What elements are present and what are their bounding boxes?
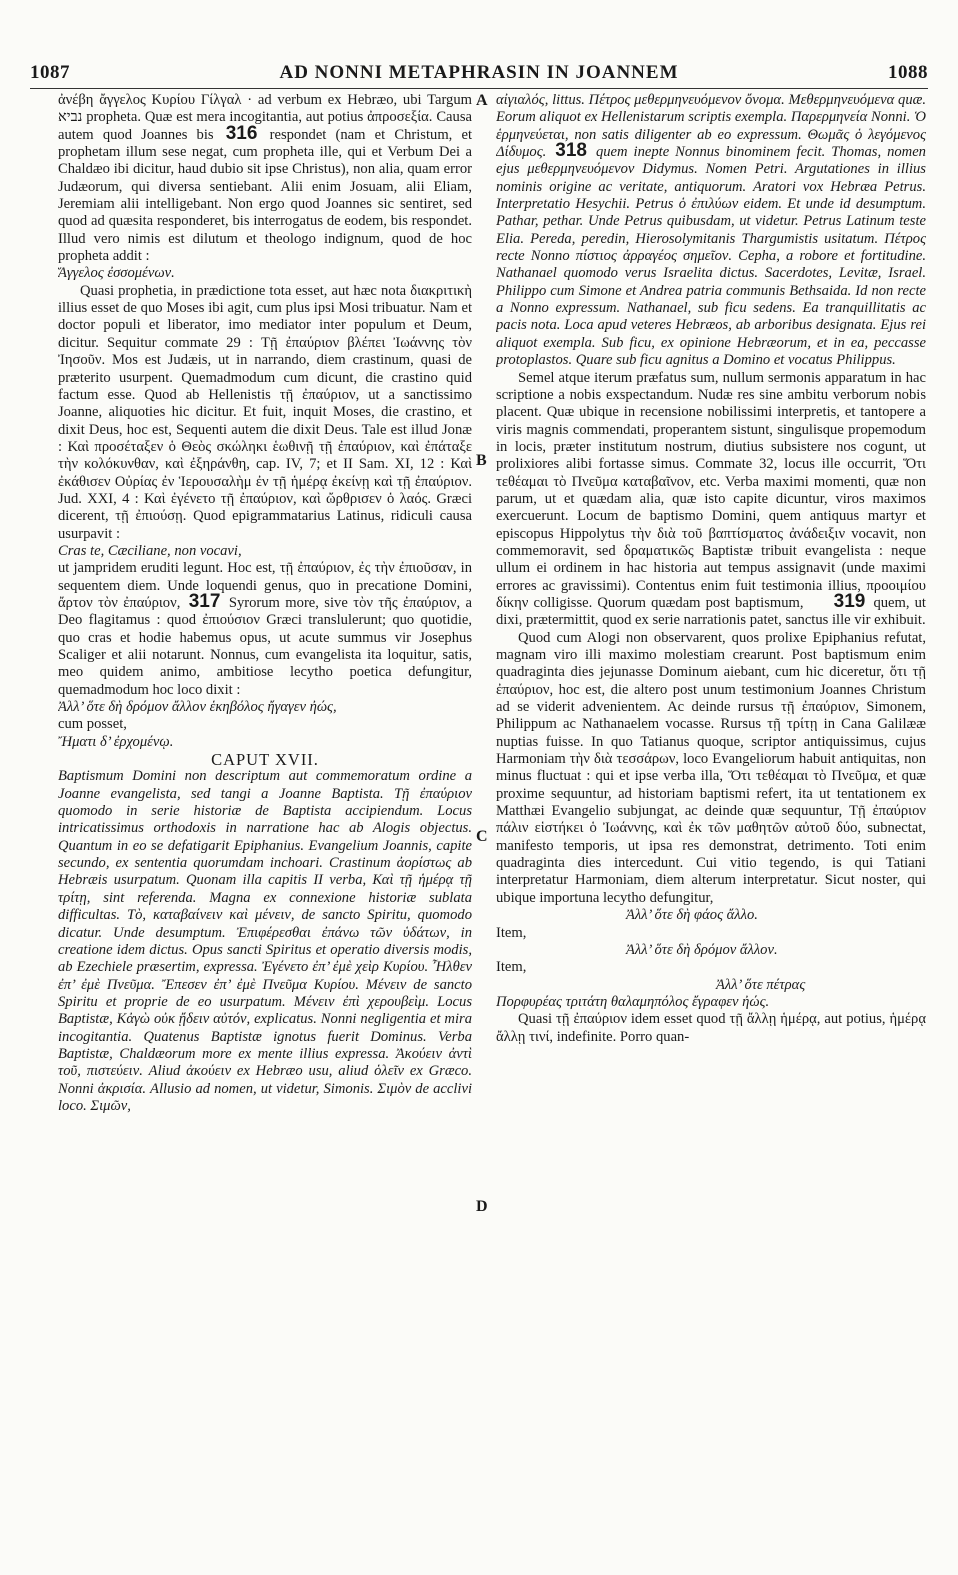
column-number-317: 317 — [188, 590, 221, 612]
left-verse-3: Ἀλλ’ ὅτε δὴ δρόμον ἄλλον ἑκηβόλος ἤγαγεν ἠώς, — [58, 699, 337, 716]
header-rule — [30, 88, 928, 89]
margin-mark-d: D — [476, 1198, 488, 1215]
running-title: AD NONNI METAPHRASIN IN JOANNEM — [279, 62, 679, 83]
right-p1-text: Semel atque iterum præfatus sum, nullum sermonis apparatum in hac scriptione a nobis exspectandum. Nudæ res sine ambitu verborum nobis placent. Quæ ubique in recensione nobilissimi interpretis, et tantopere a viris magnis commendati, properantem sistunt, singulisque propemodum in locis, præter institutum nostrum, diutius subsistere nos cogunt, ut prolixiores alibi fortasse simus. Commate 32, locus ille occurrit, Ὅτι τεθέαμαι τὸ Πνεῦμα καταβαῖνον, etc. Verba maximi momenti, quæ non parum, ut et quædam alia, quæ isto capite dicuntur, viros maximos exercuerunt. Locum de baptismo Domini, quem antiquus martyr et episcopus Hippolytus τὴν διὰ τοῦ βαπτίσματος ἀνάδειξιν vocavit, non commemoravit, sed δραματικῶς Baptistæ tribuit evangelista : neque ullum ei ordinem in hac historia aut tempus assignavit (unde maximi errores ac gravissimi). Contentus enim fuit testimonia illius, προοιμίου δίκην colligisse. Quorum quædam post baptismum, — [496, 369, 926, 611]
running-header — [30, 62, 928, 86]
right-item-1: Item, — [496, 924, 527, 941]
left-paragraph-2: Quasi prophetia, in prædictione tota esset, aut hæc nota διακριτικὴ illius esset de quo Moses ibi agit, cum plus ipsi Mosi tribuatur. Nam et doctor populi et liberator, imo mediator inter populum et Deum, dicitur. Sequitur commate 29 : Τῇ ἐπαύριον βλέπει Ἰωάννης τὸν Ἰησοῦν. Mos est Judæis, ut in narrando, diem crastinum, quasi de præterito usurpent. Quemadmodum cum dicunt, die crastino quid factum esse. Quod ab Hellenistis τῇ ἐπαύριον, ut a sanctissimo Joanne, aliquoties hic dicitur. Et fuit, inquit Moses, die crastino, et dixit Deus, hoc est, Sequenti autem die dixit Deus. Tale est illud Jonæ : Καὶ προσέταξεν ὁ Θεὸς σκώληκι ἑωθινῇ τῇ ἐπαύριον, καὶ ἐπάταξε τὴν κολόκυνθαν, καὶ ἐξηράνθη, cap. IV, 7; et II Sam. XI, 12 : Καὶ ἐκάθισεν Οὐρίας ἐν Ἱερουσαλὴμ ἐν τῇ ἡμέρᾳ ἐκείνῃ καὶ τῇ ἐπαύριον. Jud. XXI, 4 : Καὶ ἐγένετο τῇ ἐπαύριον, καὶ ὤρθρισεν ὁ λαός. Græci dicerent, τῇ ἐπιούσῃ. Quod epigrammatarius Latinus, ridiculi causa usurpavit : — [58, 282, 472, 542]
left-paragraph-3 — [58, 560, 472, 699]
column-number-316: 316 — [225, 122, 258, 144]
left-verse-4: Ἤματι δ’ ἐρχομένῳ. — [58, 733, 174, 750]
right-verse-1: Ἀλλ’ ὅτε δὴ φάος ἄλλο. — [626, 907, 758, 924]
right-paragraph-2: Quod cum Alogi non observarent, quos prolixe Epiphanius refutat, magnam viro illi maximo molestiam crearunt. Post baptismum enim quadraginta dies jejunasse Dominum aiebant, cum hic diceretur, ὅτι τῇ ἐπαύριον, hoc est, die altero post unum testimonium Joannes Christum ad se viderit advenientem. Ac deinde rursus τῇ ἐπαύριον, Simonem, Philippum ac Nathanaelem vocasse. Rursus τῇ τρίτῃ in Cana Galilææ nuptias fuisse. In quo Tatianus quoque, scriptor antiquissimus, cujus Harmoniam τὴν διὰ τεσσάρων, loco Evangeliorum habuit antiquitas, non minus fluctuat : qui et ipse verba illa, Ὅτι τεθέαμαι τὸ Πνεῦμα, et quæ proxime sequuntur, ad historiam baptismi refert, ita ut tentationem ex Matthæi Evangelio subjungat, ac deinde quæ sequuntur, Τῇ ἐπαύριον πάλιν εἱστήκει ὁ Ἰωάννης, καὶ ἐκ τῶν μαθητῶν αὐτοῦ δύο, subnectat, manifesto temporis, ut ipsa res demonstrat, detrimento. Toti enim quadraginta dies intercedunt. Cui vitio tegendo, is qui Tatiani interpretatur Harmoniam, diem alterum interpretatur. Sicut noster, qui ubique importuna lecytho defungitur, — [496, 629, 926, 906]
margin-mark-b: B — [476, 452, 487, 469]
left-p1-text: ἀνέβη ἄγγελος Κυρίου Γίλγαλ · ad verbum ex Hebræo, ubi Targum נביא propheta. Quæ est mera incogitantia, aut potius ἀπροσεξία. Causa autem quod Joannes bis — [58, 92, 472, 143]
right-p1b-text: quem, ut dixi, prætermittit, quod ex serie narrationis patet, sanctus ille vir exhibuit. — [496, 594, 926, 629]
column-number-318: 318 — [555, 140, 587, 162]
right-summary-notes — [496, 92, 926, 370]
right-item-2: Item, — [496, 959, 527, 976]
left-column — [58, 92, 472, 1550]
left-paragraph-4: cum posset, — [58, 716, 127, 733]
column-number-319: 319 — [833, 590, 866, 612]
left-verse-1: Ἄγγελος ἐσσομένων. — [58, 265, 175, 282]
left-paragraph-1 — [58, 92, 472, 265]
margin-mark-a: A — [476, 92, 488, 109]
left-p3b-text: Syrorum more, sive τὸν τῆς ἐπαύριον, a Deo flagitamus : quod ἐπιούσιον Græci translulerunt; quo quotidie, quo cras et hodie habemus opus, ut acute summus vir Josephus Scaliger et alii notarunt. Nonnus, cum evangelista ita loquitur, satis, meo quidem animo, ambitiose lecytho poetica defungitur, quemadmodum hoc loco dixit : — [58, 594, 472, 698]
right-column — [496, 92, 926, 1550]
right-notes-b: quem inepte Nonnus binominem fecit. Thomas, nomen ejus μεθερμηνευόμενον Didymus. Nomen Petri. Argutationes in illius nominis origine ac veritate, antiquorum. Aratori vox Hebræa Petrus. Interpretatio Hesychii. Petrus ὁ ἐπιλύων eidem. Et unde id desumptum. Pathar, pethar. Unde Petrus quibusdam, ut videtur. Petrus Latinum teste Elia. Pereda, peredin, Hierosolymitanis Thargumistis usitatum. Πέτρος recte Nonno πίστιος ἀρραγέος σημεῖον. Cepha, a robore et fortitudine. Nathanael quomodo verus Israelita dictus. Sacerdotes, Levitæ, Israel. Philippo cum Simone et Andrea patria communis Bethsaida. Id non recte a Nonno expressum. Nathanael, sub ficu sedens. Ea tranquillitatis ac pacis nota. Loca apud veteres Hebræos, ab arboribus designata. Ejus rei aliquot exempla. Sub ficu, ex opinione Hebræorum, et in ea, peccasse protoplastos. Quare sub ficu agnitus a Domino et vocatus Philippus. — [496, 144, 926, 369]
right-paragraph-3: Quasi τῇ ἐπαύριον idem esset quod τῇ ἄλλῃ ἡμέρᾳ, aut potius, ἡμέρᾳ ἄλλῃ τινί, indefinite. Porro quan- — [496, 1011, 926, 1045]
right-verse-3a: Ἀλλ’ ὅτε πέτρας — [716, 976, 806, 993]
page-number-right: 1088 — [888, 62, 928, 83]
page-number-left: 1087 — [30, 62, 70, 83]
margin-mark-c: C — [476, 828, 488, 845]
right-notes-a: αἰγιαλός, littus. Πέτρος μεθερμηνευόμενον ὄνομα. Μεθερμηνευόμενα quæ. Eorum aliquot ex Hellenistarum scriptis exempla. Παρερμηνεία Nonni. Ὁ ἑρμηνεύεται, non satis diligenter ab eo expressum. Θωμᾶς ὁ λεγόμενος Δίδυμος. — [496, 92, 926, 161]
chapter-summary: Baptismum Domini non descriptum aut commemoratum ordine a Joanne evangelista, sed tangi a Joanne Baptista. Τῇ ἐπαύριον quomodo in serie historiæ de Baptista accipiendum. Locus intricatissimus orthodoxis in narratione hac ab Alogis objectus. Quantum in eo se defatigarit Epiphanius. Evangelium Joannis, capite secundo, ex sententia quorumdam inchoari. Crastinum ἀορίστως ab Hebræis usurpatum. Quonam illa capitis II verba, Καὶ τῇ ἡμέρᾳ τῇ τρίτῃ, sint referenda. Magna ex connexione historiæ sublata difficultas. Τὸ, καταβαίνειν καὶ μένειν, de sancto Spiritu, quomodo dicatur. Unde desumptum. Ἐπιφέρεσθαι ἐπάνω τῶν ὑδάτων, in creatione idem dictus. Opus sancti Spiritus et operatio diversis modis, ab Ezechiele præsertim, expressa. Ἐγένετο ἐπ’ ἐμὲ χεὶρ Κυρίου. Ἦλθεν ἐπ’ ἐμὲ Πνεῦμα. Ἔπεσεν ἐπ’ ἐμὲ Πνεῦμα Κυρίου. Μένειν de sancto Spiritu et proprie de eo usurpatum. Μένειν ἐπὶ χερουβεὶμ. Locus Baptistæ, Κἀγὼ οὐκ ᾔδειν αὐτόν, explicatus. Nonni negligentia et mira incogitantia. Quatenus Baptistæ ignotus fuerit Dominus. Verba Baptistæ, Chaldæorum more ex mente illius expressa. Ἀκούειν ἀντὶ τοῦ, πιστεύειν. Aliud ἀκούειν ex Hebræo usu, aliud ὁλεῖν ex Græco. Nonni ἀκρισία. Allusio ad nomen, ut videtur, Simonis. Σιμὸν de acclivi loco. Σιμῶν, — [58, 768, 472, 1114]
right-verse-2: Ἀλλ’ ὅτε δὴ δρόμον ἄλλον. — [626, 941, 778, 958]
chapter-heading: CAPUT XVII. — [211, 750, 319, 770]
right-paragraph-1 — [496, 370, 926, 630]
left-p1b-text: respondet (nam et Christum, et prophetam illum sese negat, cum propheta ille, qui et Verbum Dei a Chaldæo ibi dicitur, haud dubio sit ipse Christus), non alia, quam error Judæorum, qui diversa sentiebant. Alii enim Josuam, alii Eliam, Jeremiam alii intelligebant. Non ergo quod Joannes sic sentiret, sed quod ad quæsita responderet, bis interrogatus de eodem, bis respondet. Illud vero nimis est dilutum et theologo indignum, quod de hoc propheta addit : — [58, 126, 472, 265]
right-verse-3b: Πορφυρέας τριτάτη θαλαμηπόλος ἔγραφεν ἠώς. — [496, 993, 770, 1010]
left-p3a-text: ut jampridem eruditi legunt. Hoc est, τῇ ἐπαύριον, ἐς τὴν ἐπιοῦσαν, in sequentem diem. Unde loquendi genus, quo in precatione Domini, ἄρτον τὸν ἐπαύριον, — [58, 560, 472, 611]
left-verse-2: Cras te, Cæciliane, non vocavi, — [58, 542, 242, 559]
